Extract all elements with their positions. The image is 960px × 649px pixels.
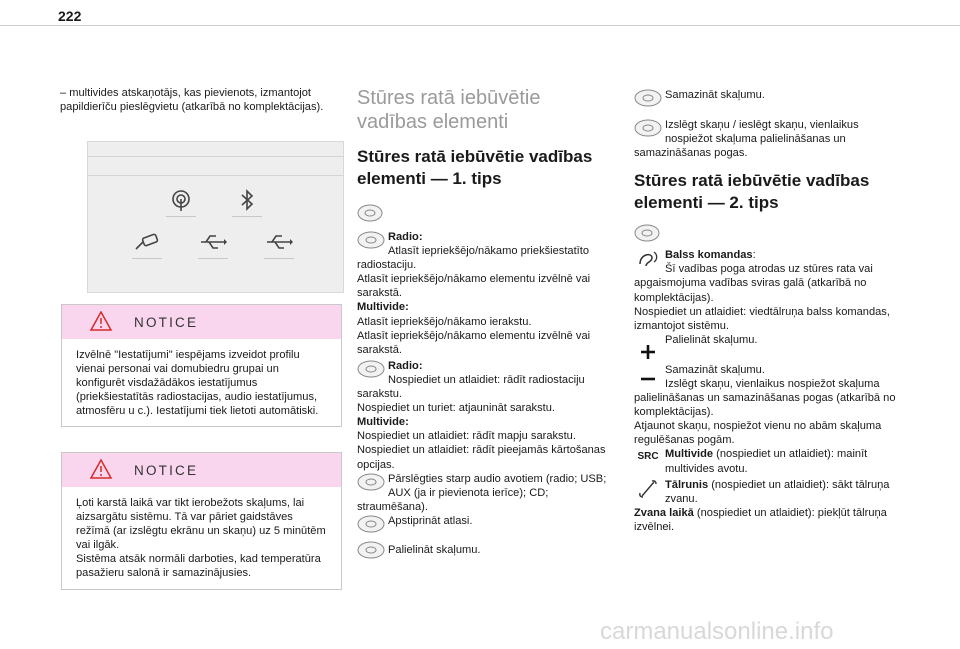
notice-title: NOTICE (134, 463, 199, 478)
page-number: 222 (58, 8, 82, 24)
radio1-text: Atlasīt iepriekšējo/nākamo priekšiestatīto radiostaciju. Atlasīt iepriekšējo/nākamo elementu izvēlnē vai sarakstā. (357, 245, 591, 300)
notice-title: NOTICE (134, 315, 199, 330)
intro-text: – multivides atskaņotājs, kas pievienots, izmantojot papildierīču pieslēgvietu (atkarībā no komplektācijas). (60, 87, 324, 114)
column-3: Samazināt skaļumu. Izslēgt skaņu / ieslēgt skaņu, vienlaikus nospiežot skaļuma palielināšanas un samazināšanas pogas. Stūres ratā iebūvētie vadības elementi — 2. tips Balss komandas: Šī vadības poga atrodas uz stūres rata vai apgaismojuma vadības sviras galā (atkarībā no komplektācijas). Nospiediet un atlaidiet: viedtālruņa balss komandas, izmantojot sistēmu. Palielināt skaļumu. Samazināt skaļumu. Izslēgt skaņu, vienlaikus nospiežot skaļuma palielināšanas un samazināšanas pogas (atkarībā no komplektācijas). Atjaunot skaņu, nospiežot vienu no abām skaļuma regulēšanas pogām. SRC Multivide (nospiediet un atlaidiet): mainīt multivides avotu. Tālrunis (nospiediet un atlaidiet): sākt tālruņa zvanu. Zvana laikā (nospiediet un atlaidiet): piekļūt tālruņa izvēlnei. (634, 88, 898, 534)
notice-text: Izvēlnē "Iestatījumi" iespējams izveidot profilu vienai personai vai domubiedru grupai un konfigurēt visdažādākos iestatījumus (priekšiestatītās radiostacijas, audio iestatījumus, atmosfēru u c.). Iestatījumi tiek lietoti automātiski. (76, 349, 319, 418)
steering-wheel-icon (634, 224, 660, 242)
column-2 (357, 146, 609, 560)
warning-icon (90, 311, 112, 331)
multivide-label: Multivide (665, 448, 714, 461)
call-text: (nospiediet un atlaidiet): piekļūt tālruņa izvēlnei. (634, 506, 887, 533)
phone-label: Tālrunis (665, 478, 709, 491)
radio2-label: Radio: (388, 359, 423, 372)
voice-text: Šī vadības poga atrodas uz stūres rata vai apgaismojuma vadības sviras galā (atkarībā no komplektācijas). Nospiediet un atlaidiet: viedtālruņa balss komandas, izmantojot sistēmu. (634, 263, 890, 332)
aux-jack-icon (132, 230, 162, 254)
src-icon: SRC (637, 451, 659, 463)
wifi-like-icon (166, 188, 196, 212)
multivide-text: (nospiediet un atlaidiet): mainīt multivides avotu. (665, 448, 868, 475)
source-text: Pārslēgties starp audio avotiem (radio; USB; AUX (ja ir pievienota ierīce); CD; straumēšana). (357, 472, 607, 513)
confirm-text: Apstiprināt atlasi. (388, 514, 473, 527)
usb-icon-2 (264, 230, 294, 254)
plus-text: Palielināt skaļumu. (665, 333, 758, 346)
voldown-text: Samazināt skaļumu. (665, 89, 765, 101)
subheading-type1: Stūres ratā iebūvētie vadības elementi — 1. tips (357, 147, 593, 188)
subheading-type2: Stūres ratā iebūvētie vadības elementi — 2. tips (634, 171, 870, 213)
multivide2-label: Multivide: (357, 416, 409, 429)
minus-text: Samazināt skaļumu. Izslēgt skaņu, vienlaikus nospiežot skaļuma palielināšanas un samazināšanas pogas (atkarībā no komplektācijas). Atjaunot skaņu, nospiežot vienu no abām skaļuma regulēšanas pogām. (634, 363, 896, 447)
multivide1-text: Atlasīt iepriekšējo/nākamo ierakstu. Atlasīt iepriekšējo/nākamo elementu izvēlnē vai sarakstā. (357, 315, 591, 356)
footer-watermark: carmanualsonline.info (600, 618, 834, 645)
plus-icon (634, 333, 662, 359)
radio1-label: Radio: (388, 231, 423, 243)
usb-icon (198, 230, 228, 254)
radio2-text: Nospiediet un atlaidiet: rādīt radiostaciju sarakstu. Nospiediet un turiet: atjaunināt sarakstu. (357, 373, 585, 415)
multivide1-label: Multivide: (357, 301, 409, 314)
voice-label: Balss komandas (665, 249, 753, 262)
steering-wheel-icon (357, 472, 385, 492)
mute-text: Izslēgt skaņu / ieslēgt skaņu, vienlaikus nospiežot skaļuma palielināšanas un samazināšanas pogas. (634, 119, 859, 160)
bluetooth-icon (232, 188, 262, 212)
steering-wheel-icon (634, 118, 662, 138)
connectivity-illustration (87, 141, 344, 293)
steering-wheel-icon (357, 514, 385, 534)
steering-wheel-icon (357, 204, 383, 222)
voice-command-icon (634, 248, 662, 268)
minus-icon (634, 363, 662, 383)
warning-icon (90, 459, 112, 479)
multivide2-text: Nospiediet un atlaidiet: rādīt mapju sarakstu. Nospiediet un atlaidiet: rādīt pieejamās kārtošanas opcijas. (357, 430, 606, 471)
notice-box-2 (61, 452, 342, 590)
steering-wheel-icon (634, 88, 662, 108)
phone-text: (nospiediet un atlaidiet): sākt tālruņa zvanu. (665, 478, 890, 505)
phone-icon (634, 478, 662, 498)
volup-text: Palielināt skaļumu. (388, 543, 481, 556)
steering-wheel-icon (357, 359, 385, 379)
steering-wheel-icon (357, 230, 385, 250)
header-divider (0, 25, 960, 26)
steering-wheel-icon (357, 540, 385, 560)
notice-box-1 (61, 304, 342, 427)
call-label: Zvana laikā (634, 506, 694, 519)
section-heading: Stūres ratā iebūvētie vadības elementi (357, 87, 541, 133)
notice-text: Ļoti karstā laikā var tikt ierobežots skaļums, lai aizsargātu sistēmu. Tā var pāriet gaidstāves režīmā (ar izslēgtu ekrānu un skaņu) uz 5 minūtēm vai ilgāk. Sistēma atsāk normāli darboties, kad temperatūra pasažieru salonā ir samazinājusies. (76, 497, 326, 580)
